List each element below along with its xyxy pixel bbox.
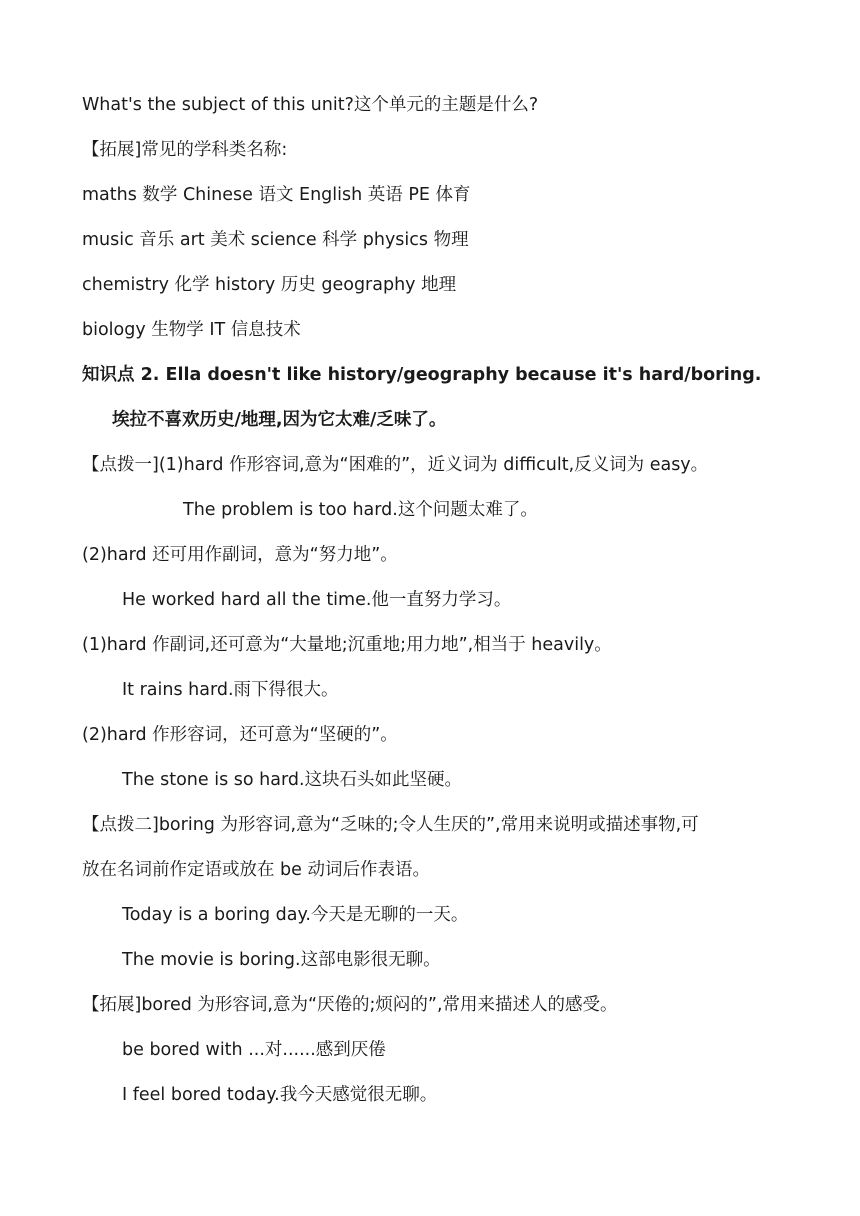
example-worked-hard: He worked hard all the time.他一直努力学习。 [122,590,512,610]
knowledge-point-2-translation: 埃拉不喜欢历史/地理,因为它太难/乏味了。 [112,410,447,430]
example-movie-boring: The movie is boring.这部电影很无聊。 [122,950,441,970]
tip-two-boring: 【点拨二]boring 为形容词,意为“乏味的;令人生厌的”,常用来说明或描述事物,可 [82,815,699,835]
subject-list-row-2: music 音乐 art 美术 science 科学 physics 物理 [82,230,469,250]
knowledge-point-2-sentence: 知识点 2. Ella doesn't like history/geography because it's hard/boring. [82,365,762,385]
example-boring-day: Today is a boring day.今天是无聊的一天。 [122,905,469,925]
extension-bored: 【拓展]bored 为形容词,意为“厌倦的;烦闷的”,常用来描述人的感受。 [82,995,618,1015]
hard-adjective-solid-note: (2)hard 作形容词，还可意为“坚硬的”。 [82,725,398,745]
hard-adverb-note: (2)hard 还可用作副词，意为“努力地”。 [82,545,398,565]
example-problem-hard: The problem is too hard.这个问题太难了。 [183,500,538,520]
example-stone-hard: The stone is so hard.这块石头如此坚硬。 [122,770,463,790]
unit-subject-question: What's the subject of this unit?这个单元的主题是什么? [82,95,539,115]
phrase-bored-with: be bored with ...对......感到厌倦 [122,1040,386,1060]
tip-one-hard-adjective: 【点拨一](1)hard 作形容词,意为“困难的”，近义词为 difficult,反义词为 easy。 [82,455,709,475]
extension-heading-subjects: 【拓展]常见的学科类名称: [82,140,288,160]
subject-list-row-1: maths 数学 Chinese 语文 English 英语 PE 体育 [82,185,471,205]
subject-list-row-4: biology 生物学 IT 信息技术 [82,320,301,340]
tip-two-boring-continued: 放在名词前作定语或放在 be 动词后作表语。 [82,860,430,880]
subject-list-row-3: chemistry 化学 history 历史 geography 地理 [82,275,457,295]
example-feel-bored: I feel bored today.我今天感觉很无聊。 [122,1085,438,1105]
example-rains-hard: It rains hard.雨下得很大。 [122,680,339,700]
hard-adverb-heavily-note: (1)hard 作副词,还可意为“大量地;沉重地;用力地”,相当于 heavily。 [82,635,612,655]
